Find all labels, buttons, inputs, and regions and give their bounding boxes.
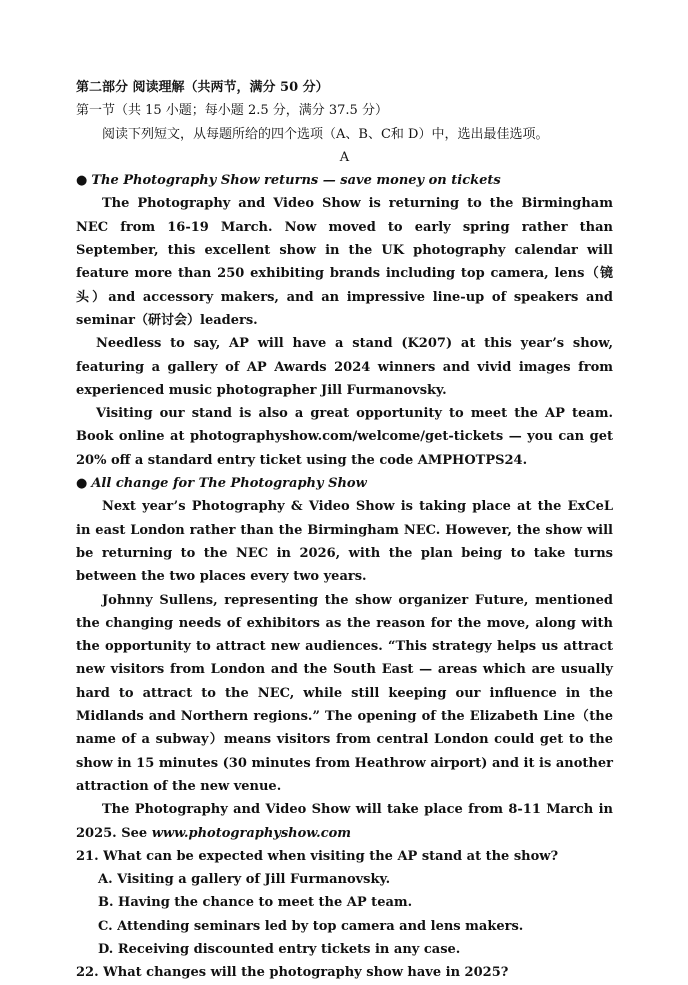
exam-page [76, 76, 613, 985]
paragraph-3: Visiting our stand is also a great opportunity to meet the AP team. Book online at photographyshow.com/welcome/get-tickets — you can get 20% off a standard entry ticket using the code AMPHOTPS24. [76, 406, 613, 468]
bullet-icon: ● [76, 173, 88, 189]
subsection-title: 第一节（共 15 小题；每小题 2.5 分，满分 37.5 分） [76, 103, 388, 119]
option-21-d: D. Receiving discounted entry tickets in any case. [98, 941, 461, 957]
paragraph-5: Johnny Sullens, representing the show organizer Future, mentioned the changing needs of exhibitors as the reason for the move, along with the opportunity to attract new audiences. “This strategy helps us attract new visitors from London and the South East — areas which are usually hard to attract to the NEC, while still keeping our influence in the Midlands and Northern regions.” The opening of the Elizabeth Line（the name of a subway）means visitors from central London could get to the show in 15 minutes (30 minutes from Heathrow airport) and it is another attraction of the new venue. [76, 592, 613, 794]
paragraph-6-text: The Photography and Video Show will take place from 8-11 March in 2025. See [76, 802, 613, 841]
bullet-icon: ● [76, 476, 88, 492]
bullet-heading-1-text: The Photography Show returns — save money on tickets [91, 173, 501, 189]
bullet-heading-2-text: All change for The Photography Show [91, 476, 367, 492]
part-title: 第二部分 阅读理解（共两节，满分 50 分） [76, 80, 329, 95]
option-21-a: A. Visiting a gallery of Jill Furmanovsky. [98, 872, 391, 888]
option-21-c: C. Attending seminars led by top camera and lens makers. [98, 918, 524, 934]
paragraph-6 [76, 798, 613, 845]
question-22: 22. What changes will the photography show have in 2025? [76, 965, 509, 981]
paragraph-1: The Photography and Video Show is returning to the Birmingham NEC from 16-19 March. Now moved to early spring rather than September, this excellent show in the UK photography calendar will feature more than 250 exhibiting brands including top camera, lens（镜头）and accessory makers, and an impressive line-up of speakers and seminar（研讨会）leaders. [76, 196, 613, 328]
instructions: 阅读下列短文，从每题所给的四个选项（A、B、C和 D）中，选出最佳选项。 [102, 126, 549, 142]
passage-label: A [339, 149, 350, 165]
option-21-b: B. Having the chance to meet the AP team. [98, 895, 413, 911]
bullet-heading-2 [76, 472, 613, 495]
website-link: www.photographyshow.com [151, 825, 352, 841]
question-21: 21. What can be expected when visiting the AP stand at the show? [76, 848, 559, 864]
paragraph-4: Next year’s Photography & Video Show is taking place at the ExCeL in east London rather than the Birmingham NEC. However, the show will be returning to the NEC in 2026, with the plan being to take turns between the two places every two years. [76, 499, 613, 585]
paragraph-2: Needless to say, AP will have a stand (K207) at this year’s show, featuring a gallery of AP Awards 2024 winners and vivid images from experienced music photographer Jill Furmanovsky. [76, 336, 613, 398]
bullet-heading-1 [76, 169, 613, 192]
